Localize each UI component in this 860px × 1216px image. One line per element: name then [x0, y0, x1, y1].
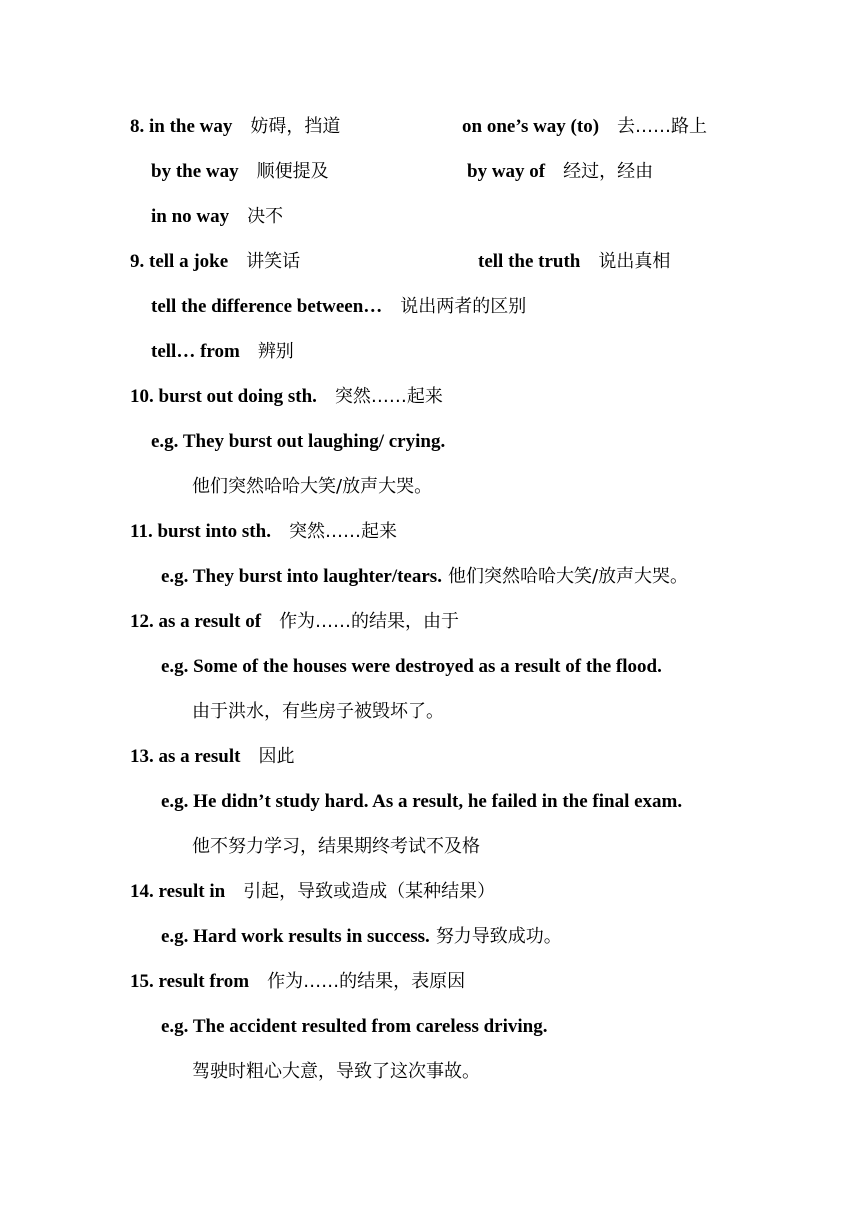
- meaning-in-the-way: 妨碍，挡道: [250, 116, 341, 137]
- entry-9-line-1-right: [478, 250, 670, 274]
- meaning-in-no-way: 决不: [247, 206, 284, 227]
- entry-13-example: [161, 790, 682, 814]
- entry-9-line-2: [151, 295, 526, 319]
- phrase-result-in: 14. result in: [130, 881, 226, 902]
- entry-12-example-translation: [192, 700, 444, 724]
- meaning-tell-from: 辨别: [257, 341, 294, 362]
- example-as-a-result-of-zh: 由于洪水，有些房子被毁坏了。: [192, 701, 444, 722]
- meaning-on-ones-way: 去……路上: [617, 116, 708, 137]
- entry-8-line-1: [130, 115, 340, 139]
- entry-14-heading: [130, 880, 495, 904]
- meaning-burst-into: 突然……起来: [288, 521, 397, 542]
- entry-13-heading: [130, 745, 294, 769]
- entry-15-heading: [130, 970, 465, 994]
- meaning-tell-the-difference: 说出两者的区别: [400, 296, 527, 317]
- entry-8-line-1-right: [462, 115, 707, 139]
- example-result-from-zh: 驾驶时粗心大意，导致了这次事故。: [192, 1061, 480, 1082]
- meaning-result-in: 引起，导致或造成（某种结果）: [243, 881, 496, 902]
- entry-15-example-translation: [192, 1060, 480, 1084]
- entry-12-example: [161, 655, 662, 679]
- phrase-result-from: 15. result from: [130, 971, 250, 992]
- phrase-burst-into: 11. burst into sth.: [130, 521, 271, 542]
- entry-11-heading: [130, 520, 397, 544]
- phrase-tell-from: tell… from: [151, 341, 240, 362]
- example-result-in-zh: 努力导致成功。: [435, 926, 562, 947]
- phrase-tell-the-truth: tell the truth: [478, 251, 581, 272]
- entry-10-example-translation: [192, 475, 432, 499]
- example-result-from-en: e.g. The accident resulted from careless driving.: [161, 1016, 548, 1037]
- entry-11-example: [161, 565, 688, 589]
- meaning-tell-a-joke: 讲笑话: [246, 251, 301, 272]
- example-burst-into-zh: 他们突然哈哈大笑/放声大哭。: [447, 566, 689, 587]
- entry-8-line-2-right: [467, 160, 653, 184]
- phrase-tell-the-difference: tell the difference between…: [151, 296, 383, 317]
- example-burst-out-zh: 他们突然哈哈大笑/放声大哭。: [192, 476, 433, 497]
- meaning-tell-the-truth: 说出真相: [598, 251, 671, 272]
- meaning-as-a-result-of: 作为……的结果，由于: [279, 611, 460, 632]
- entry-8-line-2: [151, 160, 329, 184]
- example-as-a-result-en: e.g. He didn’t study hard. As a result, he failed in the final exam.: [161, 791, 683, 812]
- meaning-burst-out-doing: 突然……起来: [334, 386, 443, 407]
- example-as-a-result-zh: 他不努力学习，结果期终考试不及格: [192, 836, 480, 857]
- entry-9-line-1: [130, 250, 300, 274]
- entry-15-example: [161, 1015, 547, 1039]
- phrase-in-the-way: 8. in the way: [130, 116, 233, 137]
- meaning-as-a-result: 因此: [258, 746, 295, 767]
- entry-12-heading: [130, 610, 459, 634]
- phrase-by-the-way: by the way: [151, 161, 239, 182]
- meaning-by-way-of: 经过，经由: [563, 161, 654, 182]
- example-burst-out-en: e.g. They burst out laughing/ crying.: [151, 431, 446, 452]
- phrase-as-a-result: 13. as a result: [130, 746, 241, 767]
- entry-14-example: [161, 925, 562, 949]
- meaning-by-the-way: 顺便提及: [256, 161, 329, 182]
- meaning-result-from: 作为……的结果，表原因: [267, 971, 466, 992]
- phrase-by-way-of: by way of: [467, 161, 546, 182]
- phrase-as-a-result-of: 12. as a result of: [130, 611, 262, 632]
- example-as-a-result-of-en: e.g. Some of the houses were destroyed as a result of the flood.: [161, 656, 662, 677]
- entry-8-line-3: [151, 205, 283, 229]
- phrase-tell-a-joke: 9. tell a joke: [130, 251, 229, 272]
- example-burst-into-en: e.g. They burst into laughter/tears.: [161, 566, 442, 587]
- entry-10-example: [151, 430, 445, 454]
- entry-9-line-3: [151, 340, 294, 364]
- phrase-burst-out-doing: 10. burst out doing sth.: [130, 386, 317, 407]
- entry-10-heading: [130, 385, 443, 409]
- phrase-on-ones-way: on one’s way (to): [462, 116, 600, 137]
- entry-13-example-translation: [192, 835, 480, 859]
- example-result-in-en: e.g. Hard work results in success.: [161, 926, 430, 947]
- phrase-in-no-way: in no way: [151, 206, 230, 227]
